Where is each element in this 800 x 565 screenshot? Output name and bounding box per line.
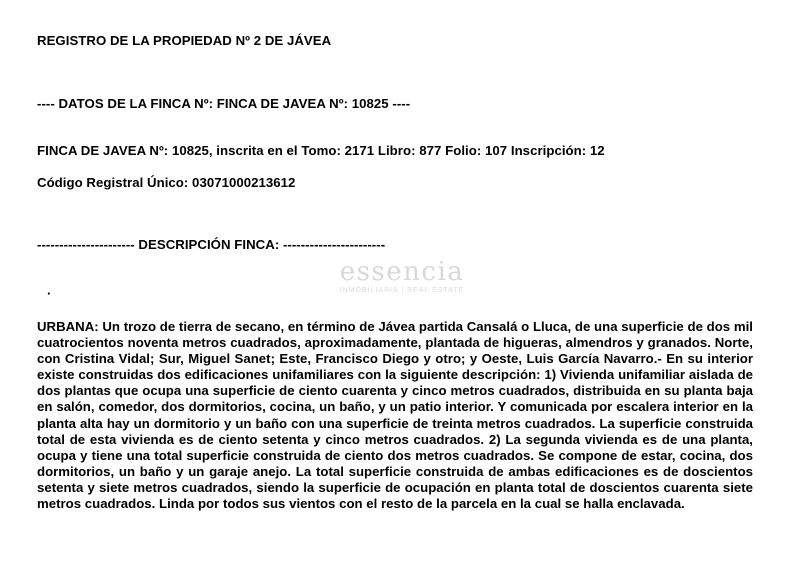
finca-registration-line: FINCA DE JAVEA Nº: 10825, inscrita en el Tomo: 2171 Libro: 877 Folio: 107 Inscripción: 12	[37, 143, 605, 158]
datos-finca-heading: ---- DATOS DE LA FINCA Nº: FINCA DE JAVEA Nº: 10825 ----	[37, 96, 411, 111]
essencia-watermark-logo	[331, 258, 473, 296]
codigo-registral-line: Código Registral Único: 03071000213612	[37, 175, 296, 190]
property-description-body: URBANA: Un trozo de tierra de secano, en término de Jávea partida Cansalá o Lluca, de una superficie de dos mil cuatrocientos noventa metros cuadrados, aproximadamente, plantada de higueras, almendros y granados. Norte, con Cristina Vidal; Sur, Miguel Sanet; Este, Francisco Diego y otro; y Oeste, Luis García Navarro.- En su interior existe construidas dos edificaciones unifamiliares con la siguiente descripción: 1) Vivienda unifamiliar aislada de dos plantas que ocupa una superficie de ciento cuarenta y cinco metros cuadrados, distribuida en su planta baja en salón, comedor, dos dormitorios, cocina, un baño, y un patio interior. Y comunicada por escalera interior en la planta alta hay un dormitorio y un baño con una superficie de treinta metros cuadrados. La superficie construida total de esta vivienda es de ciento setenta y cinco metros cuadrados. 2) La segunda vivienda es de una planta, ocupa y tiene una total superficie construida de ciento dos metros cuadrados. Se compone de estar, cocina, dos dormitorios, un baño y un garaje anejo. La total superficie construida de ambas edificaciones es de doscientos setenta y siete metros cuadrados, siendo la superficie de ocupación en planta total de doscientos cuarenta siete metros cuadrados. Linda por todos sus vientos con el resto de la parcela en la cual se halla enclavada.	[37, 319, 753, 512]
watermark-brand: essencia	[339, 257, 465, 287]
bullet-mark: ·	[47, 286, 52, 301]
watermark-tagline: INMOBILIARIA | REAL ESTATE	[339, 287, 465, 294]
descripcion-finca-heading: ---------------------- DESCRIPCIÓN FINCA: -----------------------	[37, 237, 386, 252]
document-title: REGISTRO DE LA PROPIEDAD Nº 2 DE JÁVEA	[37, 33, 332, 48]
